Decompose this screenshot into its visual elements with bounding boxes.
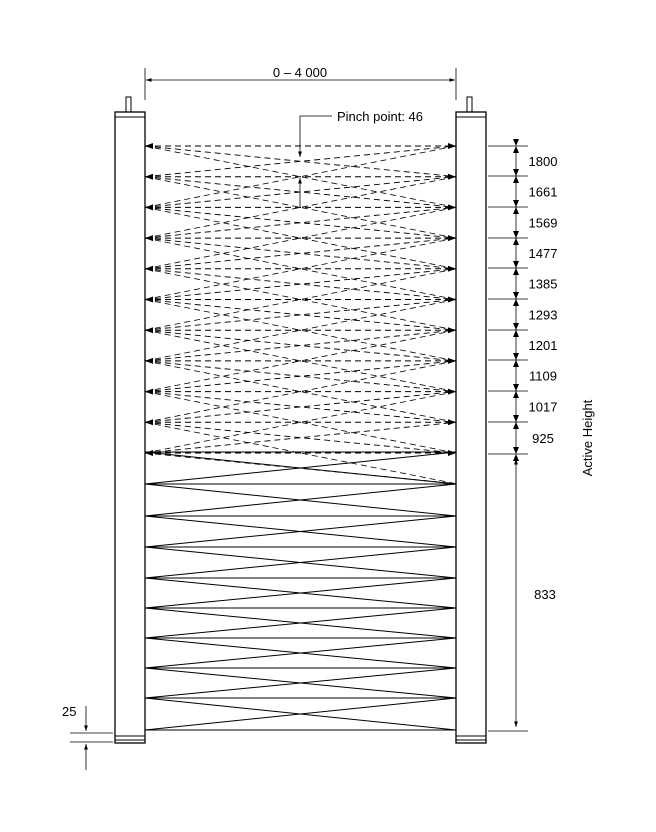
- height-arrowhead: [513, 146, 519, 153]
- range-label: 0 – 4 000: [272, 65, 328, 80]
- beam-arrowhead: [145, 389, 153, 395]
- beam-arrowhead: [448, 266, 456, 272]
- height-label: 1293: [528, 307, 558, 323]
- beam-arrowhead: [145, 327, 153, 333]
- offset-label: 25: [62, 704, 77, 719]
- pinch-point-callout: [300, 109, 423, 208]
- lower-section-label: 833: [534, 587, 556, 602]
- left-emitter-column: [115, 97, 145, 743]
- height-arrowhead: [513, 176, 519, 183]
- height-arrowhead: [513, 323, 519, 330]
- height-label: 1385: [528, 276, 558, 292]
- beam-pattern-dashed: [145, 143, 456, 484]
- range-dimension: [145, 65, 456, 100]
- height-label: 1661: [528, 184, 558, 200]
- height-arrowhead: [513, 360, 519, 367]
- beam-arrowhead: [145, 143, 153, 149]
- offset-dimension: [62, 704, 113, 770]
- beam-arrowhead: [448, 174, 456, 180]
- height-arrowhead: [513, 200, 519, 207]
- beam-arrowhead: [448, 419, 456, 425]
- active-height-label: Active Height: [580, 399, 595, 477]
- height-label: 1017: [528, 399, 558, 415]
- height-arrowhead: [513, 169, 519, 176]
- beam-arrowhead: [448, 235, 456, 241]
- height-arrowhead: [513, 261, 519, 268]
- beam-arrowhead: [448, 204, 456, 210]
- beam-arrowhead: [448, 297, 456, 303]
- pinch-point-label: Pinch point: 46: [337, 109, 424, 124]
- right-receiver-column: [456, 97, 486, 743]
- height-arrowhead: [513, 454, 519, 461]
- height-dimensions: [488, 139, 557, 731]
- height-arrowhead: [513, 391, 519, 398]
- height-label: 925: [532, 431, 554, 446]
- beam-arrowhead: [145, 358, 153, 364]
- height-arrowhead: [513, 238, 519, 245]
- height-arrowhead: [513, 231, 519, 238]
- beam-arrowhead: [448, 327, 456, 333]
- height-arrowhead: [513, 330, 519, 337]
- height-arrowhead: [513, 268, 519, 275]
- beam-arrowhead: [145, 235, 153, 241]
- height-label: 1201: [528, 338, 558, 353]
- height-arrowhead: [513, 139, 519, 146]
- height-arrowhead: [513, 292, 519, 299]
- height-arrowhead: [513, 447, 519, 454]
- beam-arrowhead: [145, 266, 153, 272]
- height-label: 1569: [528, 215, 558, 231]
- height-arrowhead: [513, 422, 519, 429]
- beam-pattern-solid: [145, 452, 456, 730]
- height-arrowhead: [513, 207, 519, 214]
- height-label: 1477: [528, 246, 558, 261]
- height-arrowhead: [513, 415, 519, 422]
- beam-arrowhead: [145, 297, 153, 303]
- beam-arrowhead: [145, 419, 153, 425]
- height-arrowhead: [513, 384, 519, 391]
- height-arrowhead: [513, 299, 519, 306]
- height-arrowhead: [513, 353, 519, 360]
- beam-arrowhead: [448, 358, 456, 364]
- height-label: 1800: [528, 154, 558, 169]
- beam-arrowhead: [448, 389, 456, 395]
- height-label: 1109: [529, 368, 557, 384]
- beam-arrowhead: [145, 204, 153, 210]
- beam-arrowhead: [145, 174, 153, 180]
- beam-arrowhead: [448, 143, 456, 149]
